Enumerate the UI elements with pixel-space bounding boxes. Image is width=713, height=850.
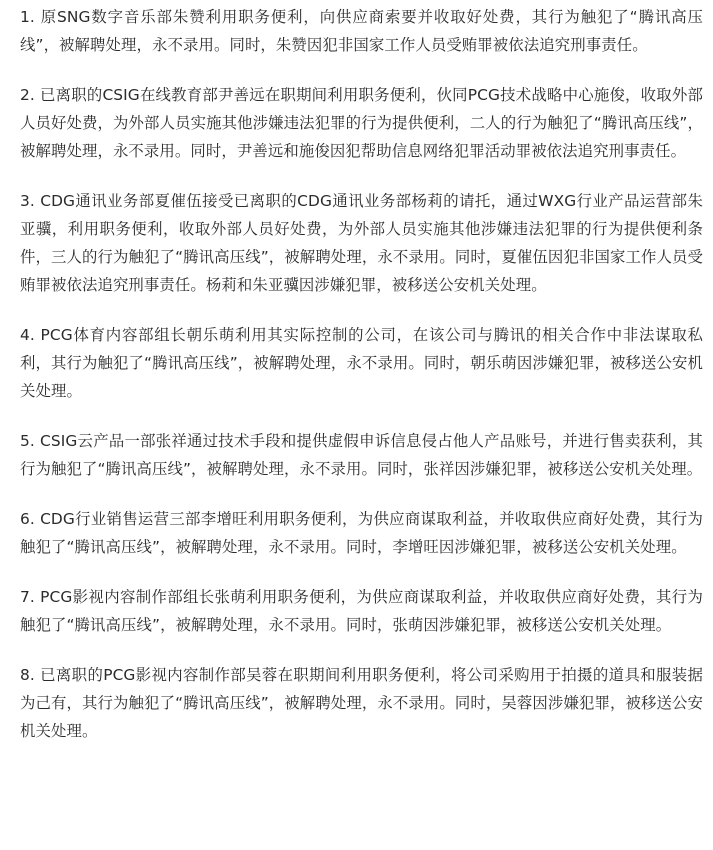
list-item: 7. PCG影视内容制作部组长张萌利用职务便利，为供应商谋取利益，并收取供应商好处费，其行为触犯了“腾讯高压线”，被解聘处理，永不录用。同时，张萌因涉嫌犯罪，被移送公安机关处理。	[20, 588, 703, 634]
list-item: 4. PCG体育内容部组长朝乐萌利用其实际控制的公司，在该公司与腾讯的相关合作中非法谋取私利，其行为触犯了“腾讯高压线”，被解聘处理，永不录用。同时，朝乐萌因涉嫌犯罪，被移送公安机关处理。	[20, 326, 703, 400]
list-item: 2. 已离职的CSIG在线教育部尹善远在职期间利用职务便利，伙同PCG技术战略中心施俊，收取外部人员好处费，为外部人员实施其他涉嫌违法犯罪的行为提供便利，二人的行为触犯了“腾讯高压线”，被解聘处理，永不录用。同时，尹善远和施俊因犯帮助信息网络犯罪活动罪被依法追究刑事责任。	[20, 86, 703, 160]
list-item: 6. CDG行业销售运营三部李增旺利用职务便利，为供应商谋取利益，并收取供应商好处费，其行为触犯了“腾讯高压线”，被解聘处理，永不录用。同时，李增旺因涉嫌犯罪，被移送公安机关处理。	[20, 510, 703, 556]
list-item: 3. CDG通讯业务部夏催伍接受已离职的CDG通讯业务部杨莉的请托，通过WXG行业产品运营部朱亚骥，利用职务便利，收取外部人员好处费，为外部人员实施其他涉嫌违法犯罪的行为提供便利条件，三人的行为触犯了“腾讯高压线”，被解聘处理，永不录用。同时，夏催伍因犯非国家工作人员受贿罪被依法追究刑事责任。杨莉和朱亚骥因涉嫌犯罪，被移送公安机关处理。	[20, 192, 703, 294]
list-item: 1. 原SNG数字音乐部朱赞利用职务便利，向供应商索要并收取好处费，其行为触犯了“腾讯高压线”，被解聘处理，永不录用。同时，朱赞因犯非国家工作人员受贿罪被依法追究刑事责任。	[20, 8, 703, 54]
list-item: 8. 已离职的PCG影视内容制作部吴蓉在职期间利用职务便利，将公司采购用于拍摄的道具和服装据为己有，其行为触犯了“腾讯高压线”，被解聘处理，永不录用。同时，吴蓉因涉嫌犯罪，被移送公安机关处理。	[20, 666, 703, 740]
list-item: 5. CSIG云产品一部张祥通过技术手段和提供虚假申诉信息侵占他人产品账号，并进行售卖获利，其行为触犯了“腾讯高压线”，被解聘处理，永不录用。同时，张祥因涉嫌犯罪，被移送公安机关处理。	[20, 432, 703, 478]
